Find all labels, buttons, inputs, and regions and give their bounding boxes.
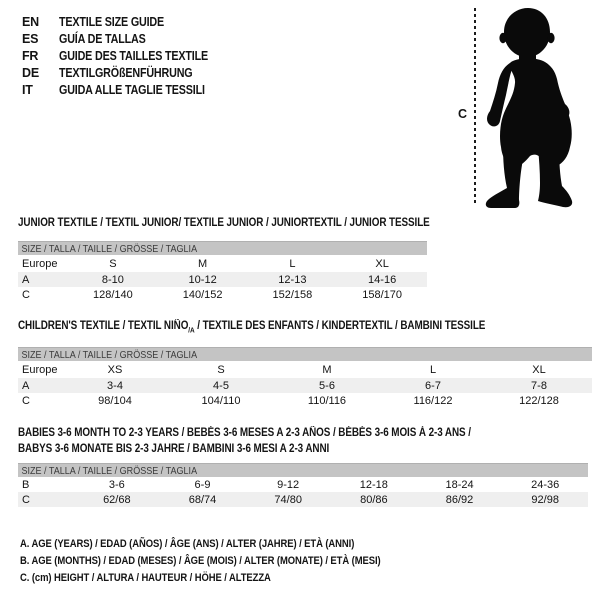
height-measure-dashed-line (474, 8, 476, 206)
region-label: Europe (22, 257, 58, 270)
table-cell: 80/86 (360, 493, 388, 506)
size-header-bar (18, 463, 588, 477)
table-row (18, 287, 427, 302)
size-column-header: S (109, 257, 117, 270)
language-label: GUIDA ALLE TAGLIE TESSILI (59, 83, 205, 98)
table-cell: 8-10 (101, 273, 124, 286)
size-header-label: SIZE / TALLA / TAILLE / GRÖSSE / TAGLIA (21, 348, 198, 361)
size-column-header: S (217, 363, 225, 376)
table-title-text: CHILDREN'S TEXTILE / TEXTIL NIÑO (18, 320, 189, 332)
language-list (22, 13, 232, 99)
table-cell: 24-36 (531, 478, 560, 491)
size-column-header: M (198, 257, 208, 270)
row-label: A (22, 273, 30, 286)
language-row (22, 47, 232, 64)
childrens-textile-table (18, 320, 592, 408)
size-header-bar (18, 347, 592, 361)
junior-textile-table (18, 217, 430, 302)
table-header-row (18, 255, 427, 272)
table-cell: 128/140 (92, 288, 133, 301)
footnotes (20, 536, 439, 588)
table-cell: 6-7 (425, 379, 441, 392)
size-column-header: XL (375, 257, 389, 270)
size-column-header: M (322, 363, 332, 376)
table-cell: 98/104 (98, 394, 132, 407)
language-label: TEXTILGRÖßENFÜHRUNG (59, 66, 193, 81)
table-title (18, 320, 512, 336)
table-row (18, 378, 592, 393)
language-code: FR (22, 48, 39, 63)
row-label: C (22, 288, 30, 301)
size-column-header: L (429, 363, 437, 376)
table-title-text: / TEXTILE DES ENFANTS / KINDERTEXTIL / BAMBINI TESSILE (194, 320, 486, 332)
size-column-header: XS (107, 363, 123, 376)
table-cell: 104/110 (201, 394, 241, 407)
height-measure-label: C (458, 107, 468, 121)
language-label: TEXTILE SIZE GUIDE (59, 14, 165, 29)
table-cell: 12-18 (359, 478, 388, 491)
table-cell: 4-5 (213, 379, 229, 392)
table-cell: 152/158 (272, 288, 313, 301)
row-label: A (22, 379, 30, 392)
language-row (22, 65, 232, 82)
language-code: EN (22, 14, 39, 29)
table-cell: 110/116 (307, 394, 347, 407)
table-title-line1: BABIES 3-6 MONTH TO 2-3 YEARS / BEBÉS 3-6 MESES A 2-3 AÑOS / BÉBÉS 3-6 MOIS À 2-3 ANS / (18, 427, 471, 439)
table-cell: 3-6 (108, 478, 125, 491)
footnote-b: B. AGE (MONTHS) / EDAD (MESES) / ÂGE (MOIS) / ALTER (MONATE) / ETÀ (MESI) (20, 555, 381, 568)
row-label: C (22, 394, 30, 407)
table-cell: 68/74 (188, 493, 217, 506)
table-cell: 18-24 (445, 478, 474, 491)
babies-textile-table (18, 425, 588, 507)
table-cell: 5-6 (319, 379, 335, 392)
table-cell: 14-16 (368, 273, 397, 286)
table-row (18, 272, 427, 287)
table-title-line2: BABYS 3-6 MONATE BIS 2-3 JAHRE / BAMBINI 3-6 MESI A 2-3 ANNI (18, 443, 330, 455)
table-cell: 6-9 (194, 478, 211, 491)
footnote-a: A. AGE (YEARS) / EDAD (AÑOS) / ÂGE (ANS) / ALTER (JAHRE) / ETÀ (ANNI) (20, 538, 355, 550)
language-code: DE (22, 66, 39, 81)
table-cell: 62/68 (103, 493, 131, 506)
table-row (18, 492, 588, 507)
table-row (18, 477, 588, 492)
toddler-silhouette-icon (478, 5, 578, 210)
table-cell: 122/128 (519, 394, 559, 407)
table-title-subscript: /A (188, 325, 195, 335)
table-cell: 158/170 (362, 288, 402, 301)
language-label: GUÍA DE TALLAS (59, 31, 146, 46)
table-title: JUNIOR TEXTILE / TEXTIL JUNIOR/ TEXTILE JUNIOR / JUNIORTEXTIL / JUNIOR TESSILE (18, 217, 430, 229)
size-column-header: L (289, 257, 296, 270)
row-label: B (22, 478, 30, 491)
size-header-label: SIZE / TALLA / TAILLE / GRÖSSE / TAGLIA (21, 464, 198, 477)
size-column-header: XL (532, 363, 546, 376)
table-cell: 86/92 (445, 493, 474, 506)
table-cell: 74/80 (274, 493, 302, 506)
language-row (22, 82, 232, 99)
table-cell: 10-12 (188, 273, 217, 286)
language-code: IT (22, 83, 33, 98)
row-label: C (22, 493, 30, 506)
table-row (18, 393, 592, 408)
footnote-c: C. (cm) HEIGHT / ALTURA / HAUTEUR / HÖHE / ALTEZZA (20, 572, 271, 585)
language-row (22, 30, 232, 47)
table-cell: 12-13 (278, 273, 307, 286)
table-cell: 140/152 (182, 288, 223, 301)
region-label: Europe (22, 363, 58, 376)
table-header-row (18, 361, 592, 378)
size-header-bar (18, 241, 427, 255)
table-cell: 92/98 (531, 493, 559, 506)
language-row (22, 13, 232, 30)
language-label: GUIDE DES TAILLES TEXTILE (59, 48, 209, 63)
size-header-label: SIZE / TALLA / TAILLE / GRÖSSE / TAGLIA (21, 242, 198, 255)
table-cell: 3-4 (107, 379, 123, 392)
table-cell: 7-8 (531, 379, 547, 392)
language-code: ES (22, 31, 39, 46)
table-cell: 9-12 (277, 478, 300, 491)
table-cell: 116/122 (413, 394, 453, 407)
